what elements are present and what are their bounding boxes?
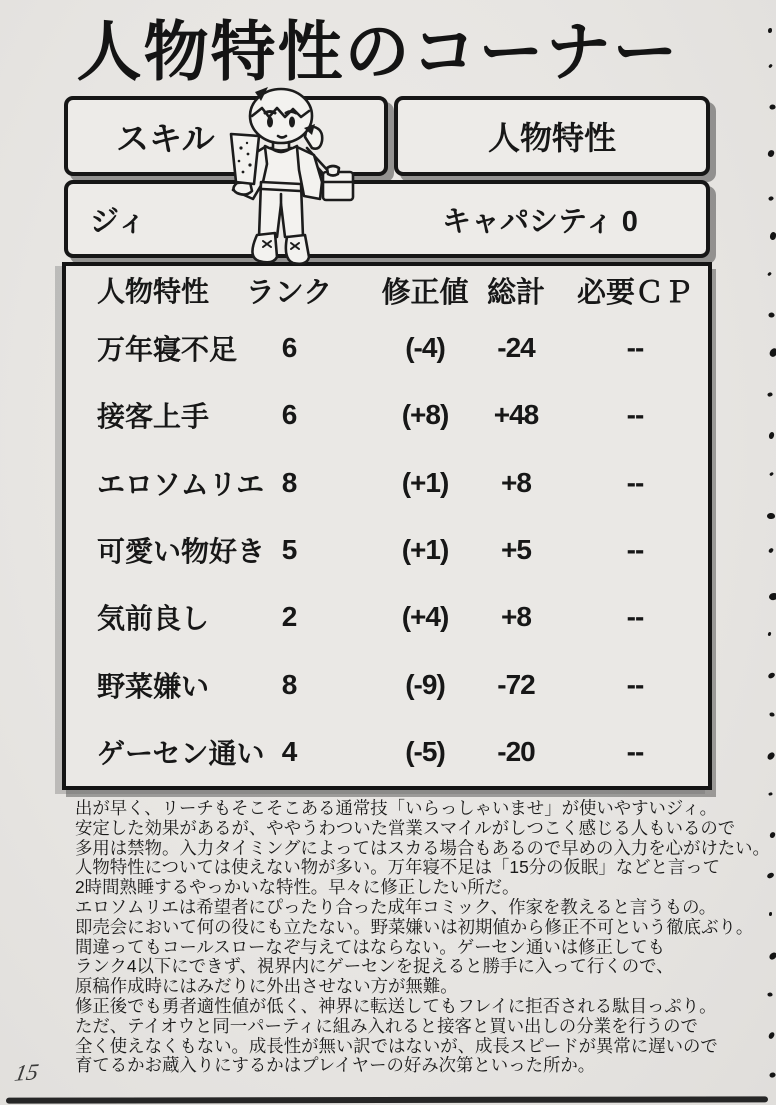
trait-rank: 5 [281, 533, 297, 565]
trait-required-cp: -- [626, 399, 644, 431]
trait-name: 万年寝不足 [97, 333, 238, 365]
table-row [66, 449, 708, 516]
trait-required-cp: -- [626, 668, 644, 700]
description-line: 全く使えなくもない。成長性が無い訳ではないが、成長スピードが異常に遅いので [75, 1035, 718, 1056]
page-edge-artifact [768, 64, 773, 69]
trait-total: +8 [501, 601, 531, 633]
page-edge-artifact [768, 312, 775, 318]
trait-table [62, 262, 712, 790]
trait-required-cp: -- [626, 331, 644, 363]
trait-required-cp: -- [626, 466, 644, 498]
character-drawing-icon [219, 86, 374, 268]
page-edge-artifact [769, 712, 774, 716]
trait-required-cp: -- [626, 736, 644, 768]
trait-modifier: (+8) [401, 399, 449, 431]
table-row [66, 516, 708, 583]
trait-name: 野菜嫌い [97, 670, 210, 702]
trait-name: エロソムリエ [97, 468, 265, 500]
page-edge-artifact [767, 992, 773, 997]
description-line: 原稿作成時にはみだりに外出させない方が無難。 [75, 976, 458, 997]
trait-required-cp: -- [626, 533, 644, 565]
description-line: 育てるかお蔵入りにするかはプレイヤーの好み次第といった所か。 [75, 1055, 596, 1076]
trait-rank: 2 [281, 601, 297, 633]
table-row [66, 651, 708, 718]
page-edge-artifact [767, 671, 776, 679]
page-edge-artifact [768, 632, 772, 637]
trait-total: -72 [497, 668, 535, 700]
trait-modifier: (-4) [405, 331, 445, 363]
page-edge-artifact [769, 104, 776, 110]
page-edge-artifact [767, 513, 776, 520]
page-title: 人物特性のコーナー [76, 17, 680, 89]
trait-label: 人物特性 [487, 120, 616, 156]
trait-name: 接客上手 [97, 401, 210, 433]
table-rows [66, 314, 708, 786]
page-edge-artifact [766, 751, 776, 761]
trait-header-box [394, 96, 710, 176]
description-line: 人物特性については使えない物が多い。万年寝不足は「15分の仮眠」などと言って [75, 857, 721, 878]
description-line: ランク4以下にできず、視界内にゲーセンを捉えると勝手に入って行くので、 [75, 956, 674, 977]
page-edge-artifact [767, 392, 773, 398]
page-edge-artifact [768, 792, 773, 796]
trait-modifier: (+1) [401, 533, 449, 565]
character-name: ジィ [90, 205, 147, 238]
page-edge-artifact [767, 272, 772, 277]
page-edge-artifact [769, 912, 772, 916]
page-edge-artifact [770, 232, 776, 240]
column-header-modifier: 修正値 [381, 276, 469, 309]
trait-name: 気前良し [97, 603, 210, 635]
trait-total: +8 [501, 466, 531, 498]
character-name-box [64, 180, 710, 258]
trait-rank: 8 [281, 668, 297, 700]
description-line: ただ、テイオウと同一パーティに組み入れると接客と買い出しの分業を行うので [75, 1015, 698, 1036]
description-line: 出が早く、リーチもそこそこある通常技「いらっしゃいませ」が使いやすいジィ。 [75, 798, 718, 818]
trait-modifier: (-9) [405, 668, 445, 700]
page-edge-artifact [769, 1071, 776, 1078]
page-edge-artifact [768, 432, 774, 440]
column-header-total: 総計 [486, 276, 545, 309]
table-row [66, 584, 708, 651]
column-header-required-cp: 必要ＣＰ [576, 276, 693, 309]
description-line: 即売会において何の役にも立たない。野菜嫌いは初期値から修正不可という徹底ぶり。 [75, 916, 754, 937]
trait-rank: 8 [281, 466, 297, 498]
trait-name: 可愛い物好き [97, 535, 266, 567]
page-edge-artifact [768, 1031, 775, 1039]
page-edge-artifact [768, 547, 774, 553]
description-line: 間違ってもコールスローなぞ与えてはならない。ゲーセン通いは修正しても [75, 936, 666, 957]
skill-label: スキル [116, 119, 215, 157]
trait-total: +48 [493, 399, 539, 431]
table-row [66, 314, 708, 381]
page-edge-artifact [768, 28, 772, 33]
column-header-rank: ランク [245, 276, 333, 309]
page-number: 15 [12, 1059, 41, 1086]
page-bottom-edge [6, 1096, 768, 1103]
description-text [75, 799, 770, 1076]
description-line: エロソムリエは希望者にぴったり合った成年コミック、作家を教えると言うもの。 [75, 896, 717, 917]
trait-required-cp: -- [626, 601, 644, 633]
page-edge-artifact [769, 472, 774, 477]
page-edge-artifact [768, 592, 776, 602]
trait-rank: 6 [281, 331, 297, 363]
trait-rank: 4 [281, 736, 297, 768]
trait-total: -24 [497, 331, 535, 363]
chibi-character-illustration [219, 86, 374, 268]
description-line: 2時間熟睡するやっかいな特性。早々に修正したい所だ。 [75, 877, 520, 898]
page-edge-artifact [767, 149, 775, 158]
capacity-value: キャパシティ 0 [442, 205, 638, 238]
trait-total: +5 [501, 533, 531, 565]
page-edge-artifact [768, 347, 776, 358]
trait-modifier: (+1) [401, 466, 449, 498]
page-edge-artifact [768, 195, 774, 201]
description-line: 安定した効果があるが、ややうわついた営業スマイルがしつこく感じる人もいるので [75, 817, 736, 838]
trait-modifier: (-5) [405, 736, 445, 768]
trait-rank: 6 [281, 399, 297, 431]
table-header-row [66, 266, 708, 314]
table-row [66, 381, 708, 448]
trait-total: -20 [497, 736, 535, 768]
table-row [66, 719, 708, 786]
column-header-trait: 人物特性 [97, 276, 210, 307]
page-edge-artifact [769, 831, 776, 838]
trait-name: ゲーセン通い [97, 738, 265, 770]
description-line: 多用は禁物。入力タイミングによってはスカる場合もあるので早めの入力を心がけたい。 [75, 837, 770, 858]
trait-modifier: (+4) [401, 601, 449, 633]
description-line: 修正後でも勇者適性値が低く、神界に転送してもフレイに拒否される駄目っぷり。 [75, 995, 717, 1016]
